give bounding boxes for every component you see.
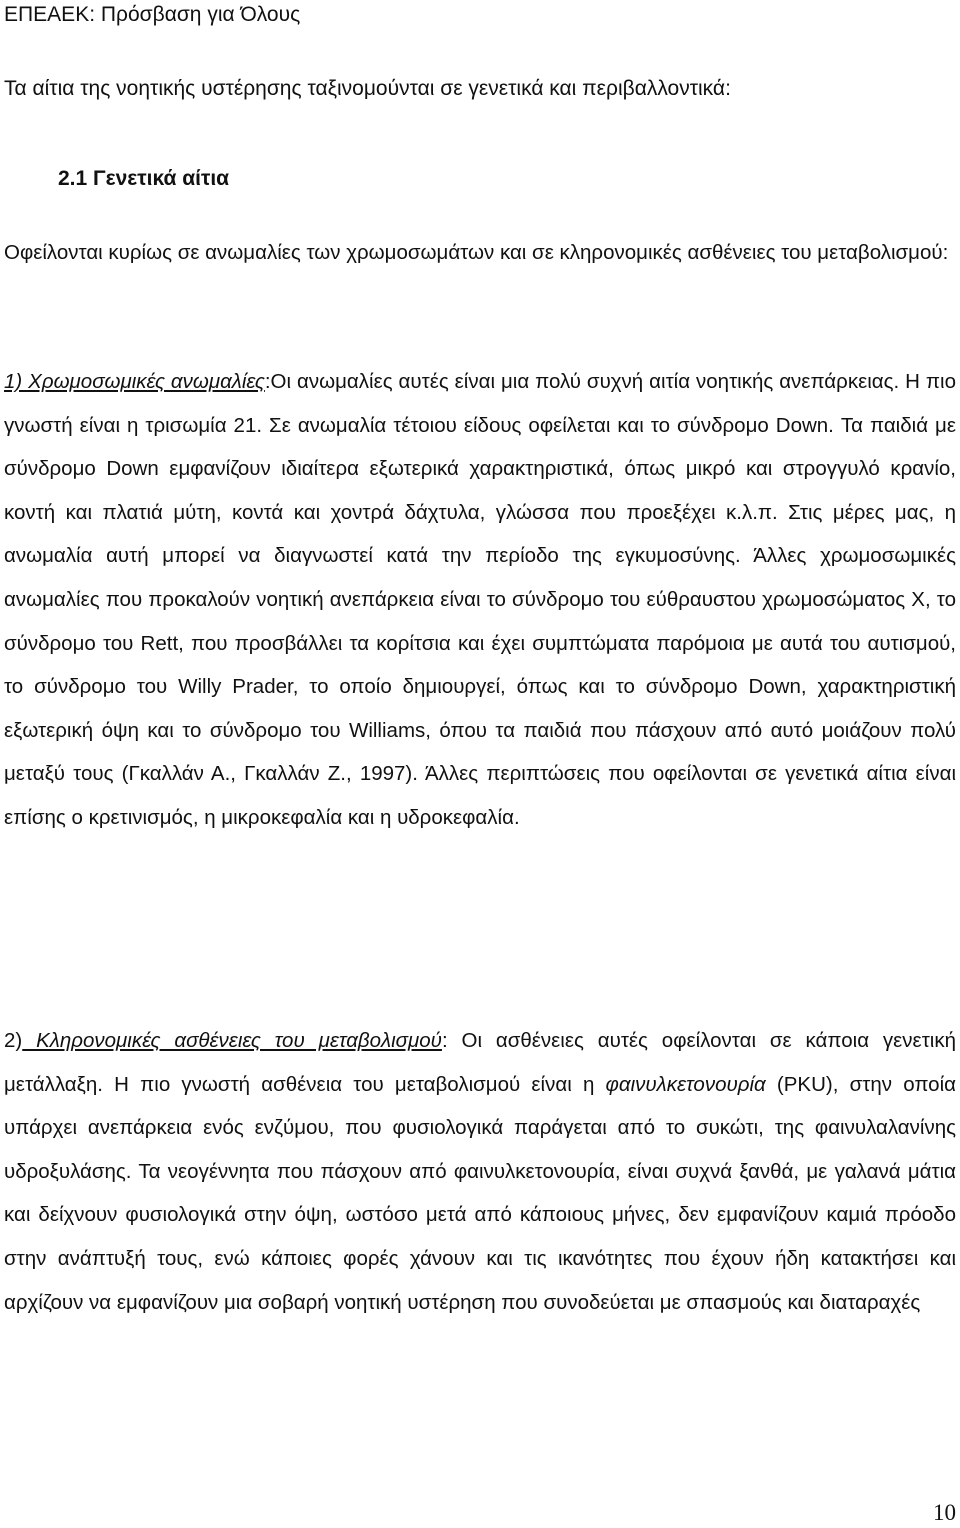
chromosomal-body: :Οι ανωμαλίες αυτές είναι μια πολύ συχνή αιτία νοητικής ανεπάρκειας. Η πιο γνωστή είναι η τρισωμία 21. Σε ανωμαλία τέτοιου είδους οφείλεται και το σύνδρομο Down. Τα παιδιά με σύνδρομο Down εμφανίζουν ιδιαίτερα εξωτερικά χαρακτηριστικά, όπως μικρό και στρογγυλό κρανίο, κοντή και πλατιά μύτη, κοντά και χοντρά δάχτυλα, γλώσσα που προεξέχει κ.λ.π. Στις μέρες μας, η ανωμαλία αυτή μπορεί να διαγνωστεί κατά την περίοδο της εγκυμοσύνης. Άλλες χρωμοσωμικές ανωμαλίες που προκαλούν νοητική ανεπάρκεια είναι το σύνδρομο του εύθραυστου χρωμοσώματος Χ, το σύνδρομο του Rett, που προσβάλλει τα κορίτσια και έχει συμπτώματα παρόμοια με αυτά του αυτισμού, το σύνδρομο του Willy Prader, το οποίο δημιουργεί, όπως και το σύνδρομο Down, χαρακτηριστική εξωτερική όψη και το σύνδρομο του Williams, όπου τα παιδιά που πάσχουν από αυτό μοιάζουν πολύ μεταξύ τους (Γκαλλάν Α., Γκαλλάν Ζ., 1997). Άλλες περιπτώσεις που οφείλονται σε γενετικά αίτια είναι επίσης ο κρετινισμός, η μικροκεφαλία και η υδροκεφαλία. [4,370,956,829]
document-header: ΕΠΕΑΕΚ: Πρόσβαση για Όλους [4,3,301,26]
metabolic-heading: Κληρονομικές ασθένειες του μεταβολισμού [22,1029,442,1052]
chromosomal-heading: 1) Χρωμοσωμικές ανωμαλίες [4,370,265,393]
chromosomal-paragraph [4,360,956,840]
metabolic-text-b: (PKU), στην οποία υπάρχει ανεπάρκεια ενός ενζύμου, που φυσιολογικά παράγεται από το συκώτι, της φαινυλαλανίνης υδροξυλάσης. Τα νεογέννητα που πάσχουν από φαινυλκετονουρία, είναι συχνά ξανθά, με γαλανά μάτια και δείχνουν φυσιολογικά στην όψη, ωστόσο μετά από κάποιους μήνες, δεν εμφανίζουν καμιά πρόοδο στην ανάπτυξή τους, ενώ κάποιες φορές χάνουν και τις ικανότητες που έχουν ήδη κατακτήσει και αρχίζουν να εμφανίζουν μια σοβαρή νοητική υστέρηση που συνοδεύεται με σπασμούς και διαταραχές [4,1072,956,1314]
page-number: 10 [933,1500,956,1525]
chromosomal-text [4,360,956,840]
pku-term: φαινυλκετονουρία [605,1072,766,1096]
section-title: 2.1 Γενετικά αίτια [58,167,230,190]
metabolic-number: 2) [4,1029,23,1052]
metabolic-paragraph [4,1019,956,1324]
intro-sentence: Τα αίτια της νοητικής υστέρησης ταξινομούνται σε γενετικά και περιβαλλοντικά: [4,77,731,100]
metabolic-text-a: : Οι ασθένειες αυτές οφείλονται σε κάποια γενετική μετάλλαξη. Η πιο γνωστή ασθένεια του μεταβολισμού είναι η [4,1029,956,1096]
section-intro-paragraph [4,234,956,272]
section-intro-text: Οφείλονται κυρίως σε ανωμαλίες των χρωμοσωμάτων και σε κληρονομικές ασθένειες του μεταβολισμού: [4,241,949,264]
metabolic-text [4,1019,956,1324]
